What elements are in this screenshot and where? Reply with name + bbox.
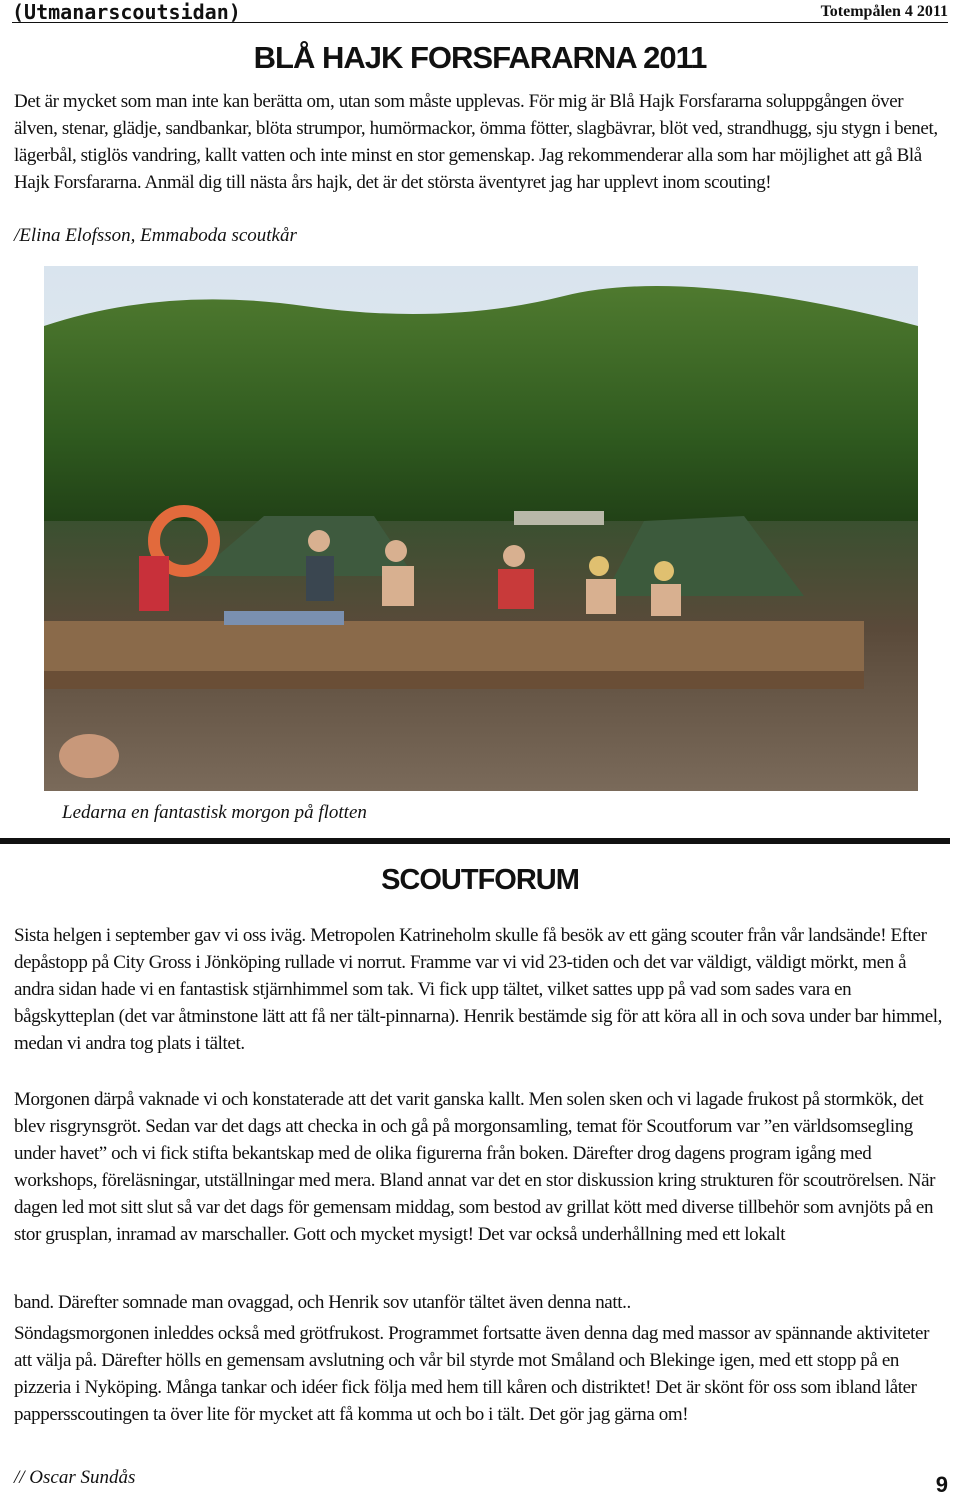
- scoutforum-paragraph-1: Sista helgen i september gav vi oss iväg. Metropolen Katrineholm skulle få besök av ett gäng scouter från vår landsände! Efter depåstopp på City Gross i Jönköping rullade vi norrut. Framme var vi vid 23-tiden och det var väldigt, väldigt mörkt, men å andra sidan hade vi en fantastisk stjärnhimmel som tak. Vi fick upp tältet, vilket sattes upp på vad som sades vara en bågskytteplan (det var åtminstone lätt att få ner tält-pinnarna). Henrik bestämde sig för att köra all in och sova under bar himmel, medan vi andra tog plats i tältet.: [14, 925, 943, 1054]
- scoutforum-paragraph-3: band. Därefter somnade man ovaggad, och Henrik sov utanför tältet även denna natt..: [14, 1292, 631, 1313]
- signature-oscar: // Oscar Sundås: [14, 1467, 136, 1488]
- article-title-bla-hajk: BLÅ HAJK FORSFARARNA 2011: [253, 40, 707, 75]
- section-name: (Utmanarscoutsidan): [12, 0, 241, 24]
- issue-label: Totempålen 4 2011: [820, 3, 948, 20]
- page-header: [12, 0, 948, 23]
- page-number: 9: [935, 1472, 948, 1497]
- article-title-scoutforum: SCOUTFORUM: [381, 864, 579, 896]
- scoutforum-paragraph-2: Morgonen därpå vaknade vi och konstaterade att det varit ganska kallt. Men solen sken och vi lagade frukost på stormkök, det blev risgrynsgröt. Sedan var det dags att checka in och gå på morgonsamling, temat för Scoutforum var ”en världsomsegling under havet” och vi fick stifta bekantskap med de olika figurerna från boken. Därefter drog dagens program igång med workshops, föreläsningar, utställningar med mera. Bland annat var det en stor diskussion kring strukturen för scoutrörelsen. När dagen led mot sitt slut så var det dags för gemensam middag, som bestod av grillat kött med diverse tillbehör som avnjöts på en stor grusplan, inramad av marschaller. Gott och mycket mysigt! Det var också underhållning med ett lokalt: [14, 1089, 936, 1245]
- section-divider: [0, 838, 950, 844]
- scoutforum-paragraph-4: Söndagsmorgonen inleddes också med grötfrukost. Programmet fortsatte även denna dag med massor av spännande aktiviteter att välja på. Därefter hölls en gemensam avslutning och vår bil styrde mot Småland och Blekinge igen, med ett stopp på en pizzeria i Nyköping. Många tankar och idéer fick följa med hem till kåren och distriktet! Det är skönt för oss som ibland låter pappersscoutingen ta över lite för mycket att få komma ut och bo i tält. Det gör jag gärna om!: [14, 1323, 929, 1425]
- article-body-bla-hajk: Det är mycket som man inte kan berätta om, utan som måste upplevas. För mig är Blå Hajk Forsfararna soluppgången över älven, stenar, glädje, sandbankar, blöta strumpor, humörmackor, ömma fötter, slagbävrar, blöt ved, strandhugg, sju stygn i benet, lägerbål, stiglös vandring, kallt vatten och inte minst en stor gemenskap. Jag rekommenderar alla som har möjlighet att gå Blå Hajk Forsfararna. Anmäl dig till nästa års hajk, det är det största äventyret jag har upplevt inom scouting!: [14, 91, 938, 193]
- signature-elina: /Elina Elofsson, Emmaboda scoutkår: [14, 225, 297, 246]
- raft-photo: [44, 266, 918, 791]
- photo-caption: Ledarna en fantastisk morgon på flotten: [62, 802, 367, 823]
